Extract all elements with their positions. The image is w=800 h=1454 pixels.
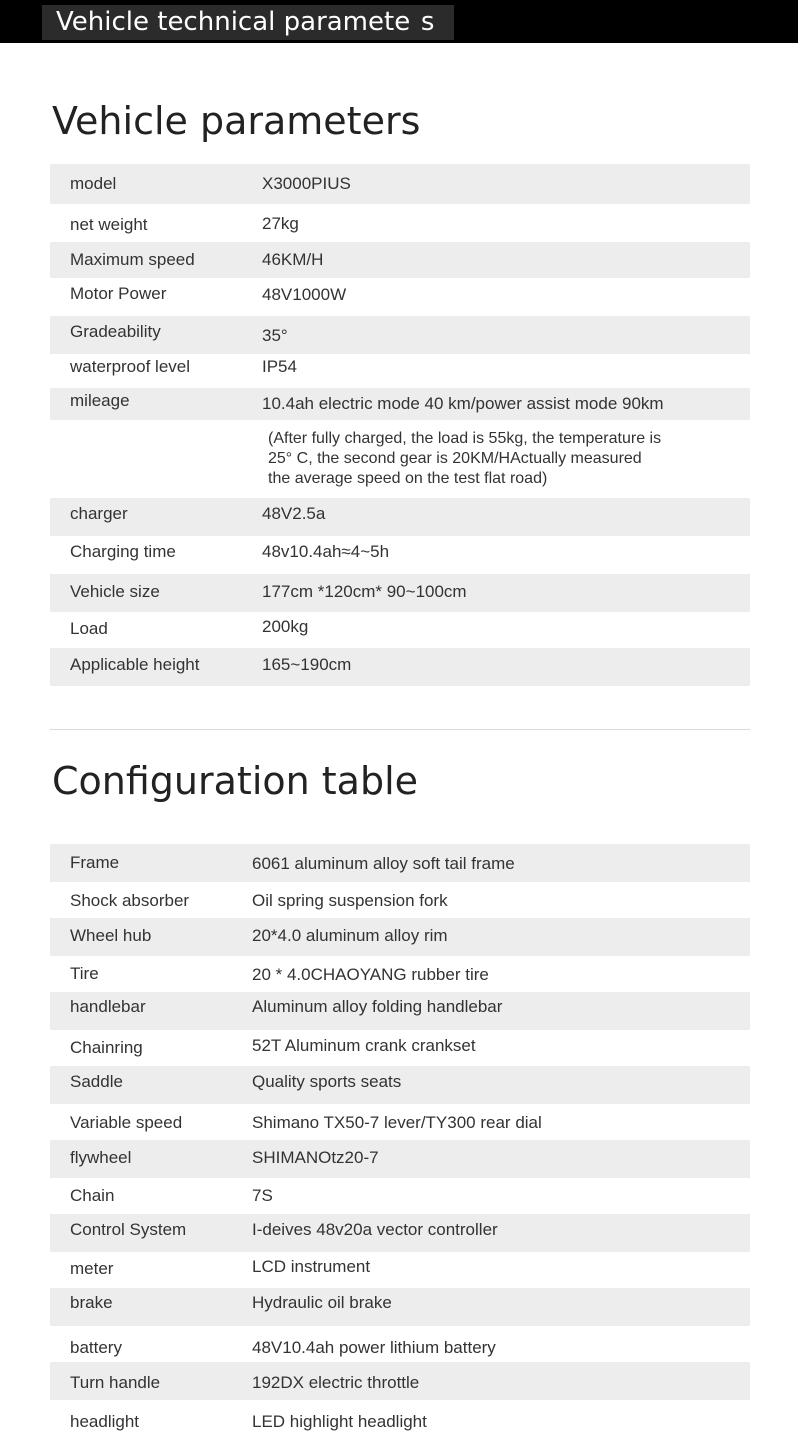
table-row <box>50 204 750 242</box>
param-label: waterproof level <box>70 357 191 376</box>
param-label: mileage <box>70 391 130 410</box>
table-row <box>50 844 750 882</box>
config-value: 7S <box>252 1186 273 1205</box>
config-label: Control System <box>70 1220 187 1239</box>
banner-title: Vehicle technical parameters <box>42 5 454 40</box>
config-value: 20*4.0 aluminum alloy rim <box>252 926 448 945</box>
table-row <box>50 612 750 648</box>
param-value: 27kg <box>262 214 299 233</box>
config-label: Frame <box>70 853 120 872</box>
param-label: Charging time <box>70 542 176 561</box>
header-banner <box>0 0 798 43</box>
table-row <box>50 316 750 354</box>
param-label: Vehicle size <box>70 582 160 601</box>
table-row <box>50 1030 750 1066</box>
param-label: Load <box>70 619 108 638</box>
table-row <box>50 1178 750 1214</box>
mileage-note <box>268 429 738 489</box>
param-value: 200kg <box>262 617 309 636</box>
param-label: Gradeability <box>70 322 161 341</box>
param-label: charger <box>70 504 128 523</box>
param-value: 48V1000W <box>262 285 347 304</box>
config-value: 52T Aluminum crank crankset <box>252 1036 476 1055</box>
config-value: I-deives 48v20a vector controller <box>252 1220 498 1239</box>
table-row <box>50 1214 750 1252</box>
banner-wedge <box>410 5 428 40</box>
config-label: handlebar <box>70 997 146 1016</box>
table-row <box>50 574 750 612</box>
section-divider <box>50 729 750 730</box>
config-label: brake <box>70 1293 113 1312</box>
config-value: LED highlight headlight <box>252 1412 427 1431</box>
config-value: 192DX electric throttle <box>252 1373 420 1392</box>
param-value: 48v10.4ah≈4~5h <box>262 542 390 561</box>
config-value: 48V10.4ah power lithium battery <box>252 1338 496 1357</box>
config-label: Chainring <box>70 1038 143 1057</box>
config-label: Variable speed <box>70 1113 183 1132</box>
param-value: 46KM/H <box>262 250 324 269</box>
config-label: Wheel hub <box>70 926 152 945</box>
param-label: Maximum speed <box>70 250 195 269</box>
config-value: LCD instrument <box>252 1257 371 1276</box>
config-label: meter <box>70 1259 114 1278</box>
config-label: Saddle <box>70 1072 123 1091</box>
table-row <box>50 1400 750 1436</box>
table-row <box>50 1104 750 1140</box>
config-label: Tire <box>70 964 99 983</box>
table-row <box>50 354 750 388</box>
param-value: 177cm *120cm* 90~100cm <box>262 582 467 601</box>
config-value: Oil spring suspension fork <box>252 891 448 910</box>
param-label: net weight <box>70 215 148 234</box>
param-value: IP54 <box>262 357 297 376</box>
configuration-table-title: Configuration table <box>52 759 419 803</box>
vehicle-parameters-table <box>50 164 750 686</box>
table-row <box>50 536 750 574</box>
config-value: Shimano TX50-7 lever/TY300 rear dial <box>252 1113 542 1132</box>
config-label: Shock absorber <box>70 891 190 910</box>
param-value: 165~190cm <box>262 655 352 674</box>
mileage-note-line: the average speed on the test flat road) <box>268 470 548 487</box>
param-label: Applicable height <box>70 655 200 674</box>
table-row <box>50 1252 750 1288</box>
table-row <box>50 882 750 918</box>
param-value: 35° <box>262 326 288 345</box>
config-value: SHIMANOtz20-7 <box>252 1148 379 1167</box>
table-row <box>50 278 750 316</box>
table-row <box>50 956 750 992</box>
table-row <box>50 242 750 278</box>
table-row <box>50 1066 750 1104</box>
config-value: 20 * 4.0CHAOYANG rubber tire <box>252 965 489 984</box>
mileage-note-line: 25° C, the second gear is 20KM/HActually measured <box>268 450 642 467</box>
mileage-note-line: (After fully charged, the load is 55kg, the temperature is <box>268 430 662 447</box>
config-value: Quality sports seats <box>252 1072 402 1091</box>
table-row <box>50 498 750 536</box>
param-label: model <box>70 174 117 193</box>
config-label: battery <box>70 1338 122 1357</box>
param-value: 10.4ah electric mode 40 km/power assist mode 90km <box>262 394 664 413</box>
config-label: Chain <box>70 1186 115 1205</box>
table-row <box>50 992 750 1030</box>
table-row <box>50 1288 750 1326</box>
vehicle-parameters-title: Vehicle parameters <box>52 99 421 143</box>
param-value: 48V2.5a <box>262 504 326 523</box>
config-label: Turn handle <box>70 1373 161 1392</box>
table-row <box>50 1140 750 1178</box>
table-row <box>50 648 750 686</box>
table-row <box>50 388 750 420</box>
table-row <box>50 1326 750 1362</box>
config-value: 6061 aluminum alloy soft tail frame <box>252 854 515 873</box>
config-value: Hydraulic oil brake <box>252 1293 392 1312</box>
param-value: X3000PIUS <box>262 174 351 193</box>
config-label: headlight <box>70 1412 140 1431</box>
table-row <box>50 1362 750 1400</box>
config-label: flywheel <box>70 1148 132 1167</box>
param-label: Motor Power <box>70 284 167 303</box>
table-row <box>50 918 750 956</box>
config-value: Aluminum alloy folding handlebar <box>252 997 503 1016</box>
configuration-table <box>50 844 750 1436</box>
table-row <box>50 164 750 204</box>
